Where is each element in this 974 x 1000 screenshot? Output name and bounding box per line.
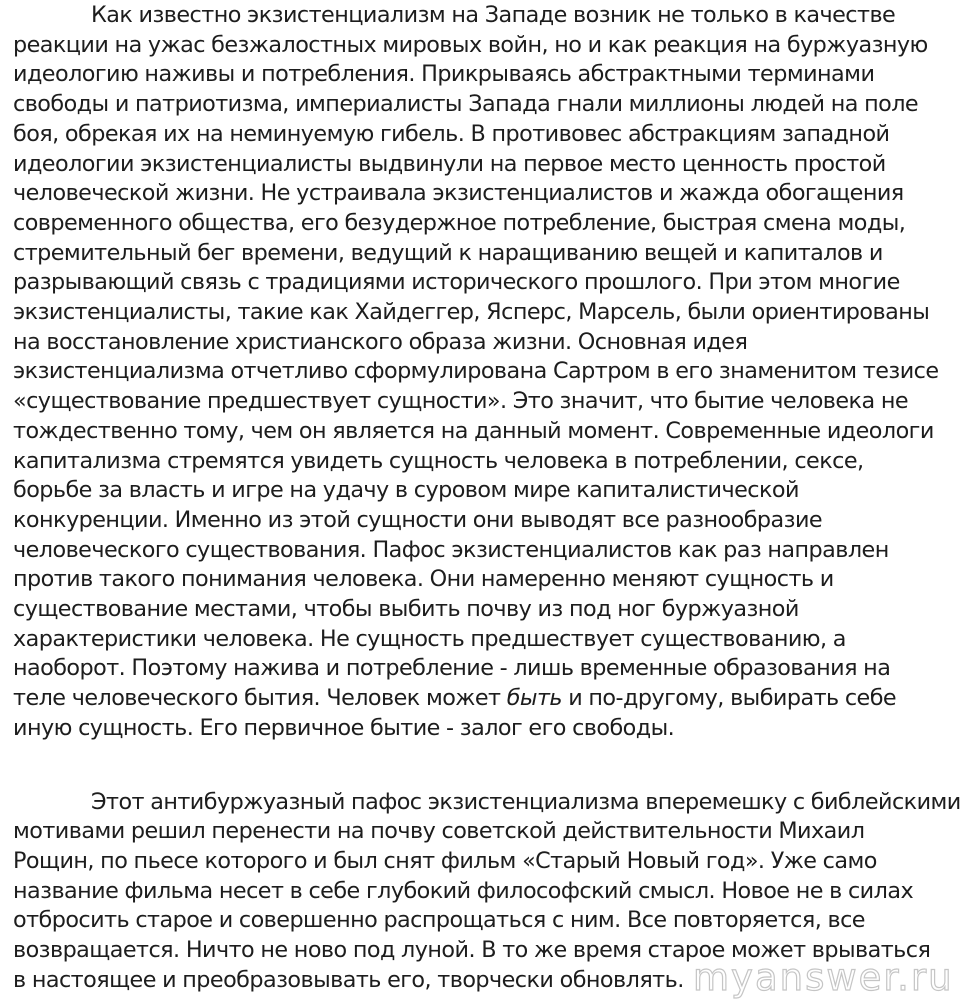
text-line-content: мотивами решил перенести на почву советской действительности Михаил: [13, 818, 865, 845]
text-line: [13, 90, 973, 120]
text-line: [13, 506, 973, 536]
text-line-content: наоборот. Поэтому нажива и потребление - лишь временные образования на: [13, 655, 891, 682]
text-line: [13, 387, 973, 417]
text-line-content: боя, обрекая их на неминуемую гибель. В противовес абстракциям западной: [13, 120, 890, 147]
text-line: [13, 817, 973, 847]
text-line-content: идеологии экзистенциалисты выдвинули на первое место ценность простой: [13, 150, 886, 177]
text-line-content: стремительный бег времени, ведущий к наращиванию вещей и капиталов и: [13, 239, 883, 266]
text-line-content: отбросить старое и совершенно распрощаться с ним. Все повторяется, все: [13, 907, 865, 934]
text-line: [13, 268, 973, 298]
text-line: [13, 476, 973, 506]
text-line-content: идеологию наживы и потребления. Прикрываясь абстрактными терминами: [13, 61, 875, 88]
text-line: [13, 357, 973, 387]
text-line-content: название фильма несет в себе глубокий философский смысл. Новое не в силах: [13, 877, 914, 904]
text-line: [13, 447, 973, 477]
text-line: [13, 239, 973, 269]
text-line-content: против такого понимания человека. Они намеренно меняют сущность и: [13, 566, 834, 593]
text-line-content: в настоящее и преобразовывать его, творчески обновлять.: [13, 966, 684, 993]
text-line: [13, 847, 973, 877]
text-line-content: «существование предшествует сущности». Это значит, что бытие человека не: [13, 388, 909, 415]
text-line: [13, 150, 973, 180]
text-line-content: конкуренции. Именно из этой сущности они выводят все разнообразие: [13, 506, 823, 533]
text-line: [13, 417, 973, 447]
text-line: [13, 788, 973, 818]
text-line: [13, 625, 973, 655]
text-line: [13, 536, 973, 566]
text-line-content: экзистенциализма отчетливо сформулирована Сартром в его знаменитом тезисе: [13, 358, 939, 385]
text-line: [13, 565, 973, 595]
text-line: [13, 120, 973, 150]
text-line: [13, 906, 973, 936]
text-line: [13, 654, 973, 684]
text-line-content: Рощин, по пьесе которого и был снят фильм «Старый Новый год». Уже само: [13, 847, 877, 874]
text-line-continuation: и по-другому, выбирать себе: [561, 685, 897, 712]
text-line-content: капитализма стремятся увидеть сущность человека в потреблении, сексе,: [13, 447, 864, 474]
text-line: [13, 684, 973, 714]
text-line-content: возвращается. Ничто не ново под луной. В то же время старое может врываться: [13, 937, 931, 964]
paragraph-existentialism: [13, 1, 973, 744]
text-line-content: характеристики человека. Не сущность предшествует существованию, а: [13, 625, 846, 652]
text-line-content: экзистенциалисты, такие как Хайдеггер, Ясперс, Марсель, были ориентированы: [13, 299, 930, 326]
text-line: [13, 209, 973, 239]
emphasized-word: быть: [506, 685, 562, 712]
text-line-content: Как известно экзистенциализм на Западе возник не только в качестве: [91, 2, 896, 28]
text-line: [13, 877, 973, 907]
text-line-content: существование местами, чтобы выбить почву из под ног буржуазной: [13, 596, 799, 623]
text-line-content: Этот антибуржуазный пафос экзистенциализма вперемешку с библейскими: [91, 788, 961, 815]
text-line-content: борьбе за власть и игре на удачу в суровом мире капиталистической: [13, 477, 799, 504]
text-line: [13, 60, 973, 90]
text-line: [13, 595, 973, 625]
text-line-content: реакции на ужас безжалостных мировых войн, но и как реакция на буржуазную: [13, 31, 928, 58]
text-line: [13, 298, 973, 328]
text-line-content: разрывающий связь с традициями исторического прошлого. При этом многие: [13, 269, 900, 296]
text-line-content: иную сущность. Его первичное бытие - залог его свободы.: [13, 714, 675, 741]
text-line-content: человеческого существования. Пафос экзистенциалистов как раз направлен: [13, 536, 889, 563]
watermark-logo: myanswer.ru: [693, 956, 954, 999]
text-line: [13, 179, 973, 209]
text-line-content: современного общества, его безудержное потребление, быстрая смена моды,: [13, 209, 906, 236]
text-line-content: на восстановление христианского образа жизни. Основная идея: [13, 328, 748, 355]
text-line: [13, 328, 973, 358]
text-line-content: свободы и патриотизма, империалисты Запада гнали миллионы людей на поле: [13, 91, 919, 118]
text-line: [13, 1, 973, 31]
text-line-content: теле человеческого бытия. Человек может: [13, 685, 507, 712]
text-line-content: человеческой жизни. Не устраивала экзистенциалистов и жажда обогащения: [13, 180, 904, 207]
text-line: [13, 714, 973, 744]
article-body: [13, 1, 973, 996]
text-line-content: тождественно тому, чем он является на данный момент. Современные идеологи: [13, 417, 934, 444]
text-line: [13, 31, 973, 61]
